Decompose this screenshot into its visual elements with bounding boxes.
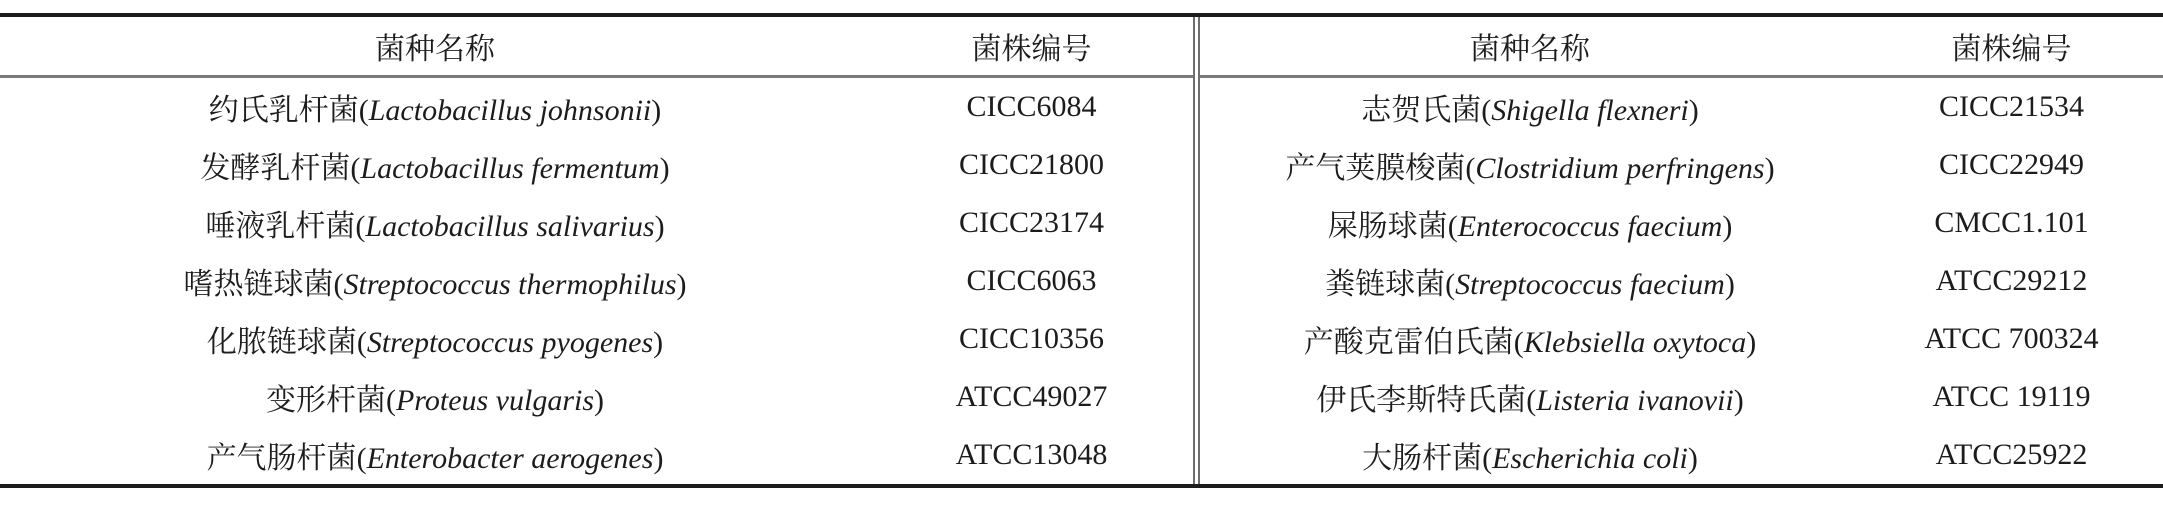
strain-id-cell: ATCC29212 <box>1935 264 2088 297</box>
paren-close: ) <box>1764 152 1775 185</box>
table-row <box>1200 194 2163 252</box>
left-rows-container <box>0 78 1193 484</box>
strain-id-cell: CMCC1.101 <box>1934 206 2089 239</box>
strain-id-cell: CICC21800 <box>958 148 1105 181</box>
strain-name-cell <box>0 85 870 129</box>
paren-close: ) <box>1687 442 1698 475</box>
strain-name-cell <box>0 201 870 245</box>
paren-open: ( <box>1482 442 1493 475</box>
strain-name-cn: 发酵乳杆菌 <box>200 152 351 185</box>
strain-id-cell: ATCC 700324 <box>1924 322 2099 355</box>
strain-name-cn: 嗜热链球菌 <box>183 268 334 301</box>
strain-name-latin: Klebsiella oxytoca <box>1523 326 1747 359</box>
strain-name-latin: Clostridium perfringens <box>1475 152 1765 185</box>
paren-close: ) <box>653 442 664 475</box>
table-left-half <box>0 17 1200 484</box>
strain-name-cn: 粪链球菌 <box>1325 268 1446 301</box>
paren-open: ( <box>1526 384 1537 417</box>
table-header-row <box>1200 17 2163 78</box>
strain-name-latin: Enterobacter aerogenes <box>366 442 654 475</box>
table-row <box>0 368 1193 426</box>
paren-close: ) <box>1746 326 1757 359</box>
strain-name-cn: 化脓链球菌 <box>206 326 357 359</box>
strain-name-cell <box>0 259 870 303</box>
table-row <box>0 136 1193 194</box>
paren-close: ) <box>651 94 662 127</box>
paren-open: ( <box>1445 268 1456 301</box>
strain-name-latin: Streptococcus faecium <box>1455 268 1725 301</box>
strain-name-cn: 产气荚膜梭菌 <box>1285 152 1466 185</box>
table-row <box>1200 252 2163 310</box>
paren-close: ) <box>676 268 687 301</box>
strain-name-latin: Shigella flexneri <box>1491 94 1689 127</box>
strain-id-cell: ATCC 19119 <box>1932 380 2091 413</box>
strain-id-cell: ATCC25922 <box>1935 438 2088 471</box>
strain-name-latin: Lactobacillus fermentum <box>360 152 660 185</box>
strain-name-cell <box>1200 375 1860 419</box>
paren-open: ( <box>356 326 367 359</box>
strain-id-cell: ATCC49027 <box>955 380 1108 413</box>
table-row <box>1200 78 2163 136</box>
paren-open: ( <box>333 268 344 301</box>
table-row <box>1200 426 2163 484</box>
paren-close: ) <box>1724 268 1735 301</box>
paren-open: ( <box>385 384 396 417</box>
table-header-row <box>0 17 1193 78</box>
table-row <box>1200 136 2163 194</box>
table-row <box>1200 368 2163 426</box>
strain-name-cell <box>1200 143 1860 187</box>
paren-open: ( <box>1465 152 1476 185</box>
strain-table <box>0 13 2163 488</box>
strain-name-latin: Listeria ivanovii <box>1536 384 1734 417</box>
paren-close: ) <box>1722 210 1733 243</box>
strain-name-cn: 变形杆菌 <box>265 384 386 417</box>
strain-name-cn: 产气肠杆菌 <box>206 442 357 475</box>
paren-open: ( <box>1481 94 1492 127</box>
table-row <box>0 426 1193 484</box>
header-strain-name: 菌种名称 <box>375 33 495 66</box>
table-row <box>1200 310 2163 368</box>
strain-name-latin: Enterococcus faecium <box>1457 210 1723 243</box>
right-rows-container <box>1200 78 2163 484</box>
strain-id-cell: CICC21534 <box>1938 90 2085 123</box>
table-row <box>0 310 1193 368</box>
strain-name-cn: 约氏乳杆菌 <box>208 94 359 127</box>
strain-name-cell <box>0 375 870 419</box>
strain-name-latin: Proteus vulgaris <box>395 384 595 417</box>
strain-name-cell <box>0 433 870 477</box>
paren-close: ) <box>594 384 605 417</box>
strain-name-cn: 屎肠球菌 <box>1327 210 1448 243</box>
strain-name-cn: 伊氏李斯特氏菌 <box>1316 384 1527 417</box>
paren-close: ) <box>1688 94 1699 127</box>
strain-name-latin: Streptococcus pyogenes <box>366 326 654 359</box>
paren-open: ( <box>358 94 369 127</box>
strain-name-cell <box>1200 433 1860 477</box>
paren-open: ( <box>356 442 367 475</box>
strain-id-cell: CICC22949 <box>1938 148 2085 181</box>
paren-open: ( <box>350 152 361 185</box>
strain-name-latin: Escherichia coli <box>1492 442 1688 475</box>
paren-open: ( <box>1513 326 1524 359</box>
strain-name-cell <box>1200 317 1860 361</box>
paren-close: ) <box>654 210 665 243</box>
strain-id-cell: CICC23174 <box>958 206 1105 239</box>
header-strain-name: 菌种名称 <box>1470 33 1590 66</box>
table-row <box>0 252 1193 310</box>
strain-name-cn: 大肠杆菌 <box>1362 442 1483 475</box>
strain-id-cell: CICC10356 <box>958 322 1105 355</box>
table-row <box>0 194 1193 252</box>
header-strain-id: 菌株编号 <box>971 33 1092 66</box>
strain-id-cell: CICC6084 <box>966 90 1097 123</box>
strain-name-latin: Lactobacillus johnsonii <box>368 94 652 127</box>
table-right-half <box>1200 17 2163 484</box>
paren-open: ( <box>355 210 366 243</box>
strain-name-cell <box>1200 259 1860 303</box>
paren-close: ) <box>659 152 670 185</box>
strain-name-cn: 产酸克雷伯氏菌 <box>1303 326 1514 359</box>
strain-name-cell <box>1200 85 1860 129</box>
strain-name-cell <box>0 317 870 361</box>
strain-name-latin: Streptococcus thermophilus <box>343 268 677 301</box>
strain-id-cell: ATCC13048 <box>955 438 1108 471</box>
header-strain-id: 菌株编号 <box>1951 33 2072 66</box>
strain-name-cell <box>0 143 870 187</box>
strain-name-latin: Lactobacillus salivarius <box>365 210 655 243</box>
table-row <box>0 78 1193 136</box>
strain-name-cn: 志贺氏菌 <box>1361 94 1482 127</box>
strain-name-cell <box>1200 201 1860 245</box>
paren-close: ) <box>653 326 664 359</box>
paren-open: ( <box>1447 210 1458 243</box>
strain-name-cn: 唾液乳杆菌 <box>205 210 356 243</box>
paren-close: ) <box>1733 384 1744 417</box>
strain-id-cell: CICC6063 <box>966 264 1097 297</box>
